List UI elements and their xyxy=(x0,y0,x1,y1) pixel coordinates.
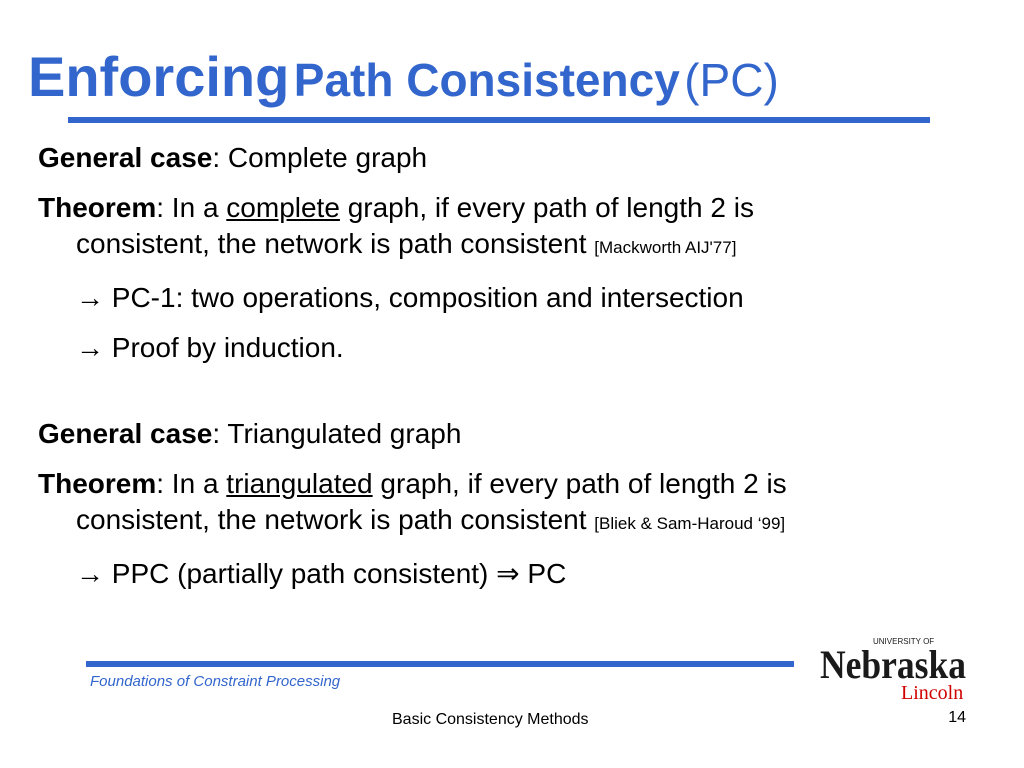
section1-theorem xyxy=(38,190,998,266)
logo-university-of: UNIVERSITY OF xyxy=(873,637,935,646)
section1-heading xyxy=(38,140,998,176)
section2-theorem-pre: : In a xyxy=(156,468,227,499)
section1-theorem-line2: consistent, the network is path consistent xyxy=(76,228,595,259)
section2-citation: [Bliek & Sam-Haroud ‘99] xyxy=(594,514,786,533)
logo-nebraska: Nebraska xyxy=(820,642,966,687)
section1-theorem-pre: : In a xyxy=(156,192,227,223)
footer-course-name: Foundations of Constraint Processing xyxy=(90,673,341,690)
section2-theorem-emphasis: triangulated xyxy=(226,468,373,499)
section1-theorem-line1: graph, if every path of length 2 is xyxy=(339,192,754,223)
section2-heading-text: : Triangulated graph xyxy=(212,418,462,449)
footer-rule xyxy=(86,661,794,667)
section2-theorem-label: Theorem xyxy=(38,468,157,499)
section1-bullet-1: → PC-1: two operations, composition and intersection xyxy=(76,282,744,313)
footer-topic: Basic Consistency Methods xyxy=(392,711,589,728)
section2-theorem xyxy=(38,466,998,542)
section2-theorem-line2: consistent, the network is path consistent xyxy=(76,504,595,535)
page-number: 14 xyxy=(948,709,966,726)
section2-heading-label: General case xyxy=(38,418,213,449)
section1-theorem-label: Theorem xyxy=(38,192,157,223)
section1-heading-label: General case xyxy=(38,142,213,173)
section2-bullet-1: → PPC (partially path consistent) ⇒ PC xyxy=(76,558,567,589)
slide-body xyxy=(38,140,998,592)
slide-title xyxy=(28,44,779,109)
section1-citation: [Mackworth AIJ'77] xyxy=(594,238,737,257)
section2-theorem-line1: graph, if every path of length 2 is xyxy=(372,468,787,499)
title-underline xyxy=(68,117,930,123)
title-word-path-consistency: Path Consistency xyxy=(293,54,680,106)
section2-heading xyxy=(38,416,998,452)
logo-lincoln: Lincoln xyxy=(901,682,964,703)
section1-theorem-emphasis: complete xyxy=(226,192,340,223)
title-word-enforcing: Enforcing xyxy=(28,45,290,108)
title-word-pc: (PC) xyxy=(684,54,779,106)
section1-heading-text: : Complete graph xyxy=(212,142,428,173)
section1-bullet-2: → Proof by induction. xyxy=(76,332,344,363)
university-logo xyxy=(818,633,968,703)
